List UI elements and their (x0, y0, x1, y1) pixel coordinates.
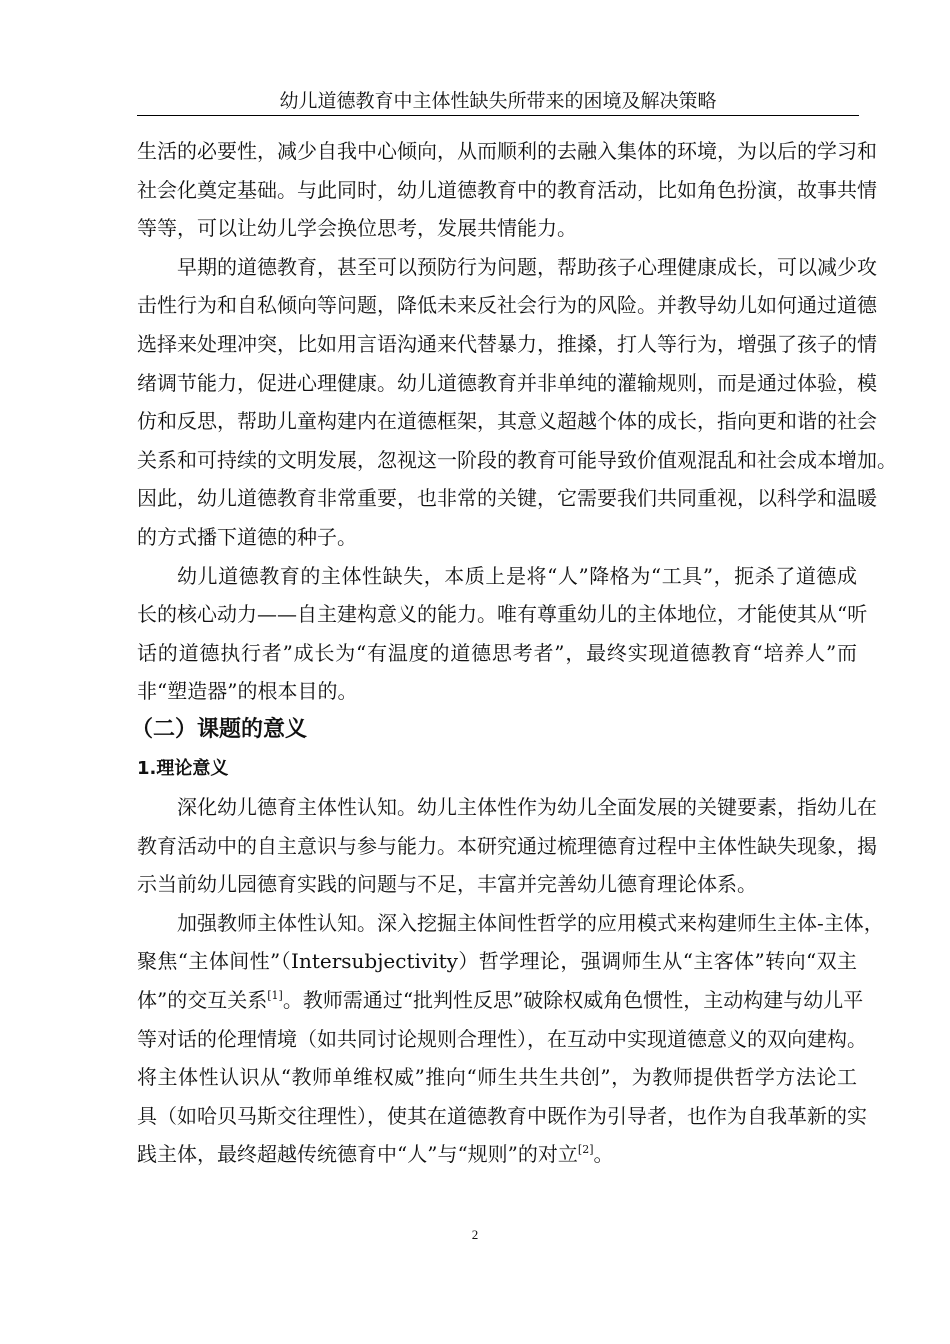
text-line: 深化幼儿德育主体性认知。幼儿主体性作为幼儿全面发展的关键要素，指幼儿在 (177, 795, 877, 820)
citation-ref: [2] (577, 1143, 594, 1157)
text-line: 加强教师主体性认知。深入挖掘主体间性哲学的应用模式来构建师生主体-主体， (177, 910, 884, 935)
text-line: 非“塑造器”的根本目的。 (137, 679, 358, 704)
text-line: 幼儿道德教育的主体性缺失，本质上是将“人”降格为“工具”，扼杀了道德成 (177, 563, 857, 588)
text-line: 社会化奠定基础。与此同时，幼儿道德教育中的教育活动，比如角色扮演，故事共情 (137, 177, 877, 202)
text-line: 仿和反思，帮助儿童构建内在道德框架，其意义超越个体的成长，指向更和谐的社会 (137, 409, 877, 434)
text-line: 示当前幼儿园德育实践的问题与不足，丰富并完善幼儿德育理论体系。 (137, 872, 757, 897)
section-heading: （二）课题的意义 (131, 716, 308, 742)
text-line: 击性行为和自私倾向等问题，降低未来反社会行为的风险。并教导幼儿如何通过道德 (137, 293, 877, 318)
text-segment: 践主体，最终超越传统德育中“人”与“规则”的对立 (137, 1142, 578, 1167)
text-line: 长的核心动力——自主建构意义的能力。唯有尊重幼儿的主体地位，才能使其从“听 (137, 602, 868, 627)
text-segment: 。 (593, 1142, 614, 1167)
text-line: 关系和可持续的文明发展，忽视这一阶段的教育可能导致价值观混乱和社会成本增加。 (137, 447, 897, 472)
text-segment: 体”的交互关系 (137, 988, 268, 1013)
text-line: 话的道德执行者”成长为“有温度的道德思考者”，最终实现道德教育“培养人”而 (137, 640, 857, 665)
text-line: 教育活动中的自主意识与参与能力。本研究通过梳理德育过程中主体性缺失现象，揭 (137, 833, 877, 858)
subsection-heading: 1.理论意义 (137, 757, 229, 779)
text-line: 生活的必要性，减少自我中心倾向，从而顺利的去融入集体的环境，为以后的学习和 (137, 139, 877, 163)
header-rule (137, 115, 859, 116)
citation-ref: [1] (267, 989, 283, 1003)
text-line: 的方式播下道德的种子。 (137, 524, 357, 549)
text-line: 早期的道德教育，甚至可以预防行为问题，帮助孩子心理健康成长，可以减少攻 (177, 254, 877, 279)
text-line: 聚焦“主体间性”（Intersubjectivity）哲学理论，强调师生从“主客体”转向“双主 (137, 949, 857, 974)
text-line (137, 1135, 857, 1174)
text-line: 因此，幼儿道德教育非常重要，也非常的关键，它需要我们共同重视，以科学和温暖 (137, 486, 877, 511)
text-line: 绪调节能力，促进心理健康。幼儿道德教育并非单纯的灌输规则，而是通过体验，模 (137, 370, 877, 395)
text-line: 具（如哈贝马斯交往理性），使其在道德教育中既作为引导者，也作为自我革新的实 (137, 1103, 867, 1128)
text-line (137, 981, 864, 1020)
text-line: 等等，可以让幼儿学会换位思考，发展共情能力。 (137, 216, 577, 241)
text-segment: 。教师需通过“批判性反思”破除权威角色惯性，主动构建与幼儿平 (282, 988, 864, 1013)
text-line: 将主体性认识从“教师单维权威”推向“师生共生共创”，为教师提供哲学方法论工 (137, 1065, 857, 1090)
document-body (131, 132, 897, 1174)
running-header: 幼儿道德教育中主体性缺失所带来的困境及解决策略 (279, 90, 717, 112)
text-line: 选择来处理冲突，比如用言语沟通来代替暴力，推搡，打人等行为，增强了孩子的情 (137, 331, 877, 356)
text-line: 等对话的伦理情境（如共同讨论规则合理性），在互动中实现道德意义的双向建构。 (137, 1026, 867, 1051)
page-number: 2 (471, 1227, 479, 1242)
